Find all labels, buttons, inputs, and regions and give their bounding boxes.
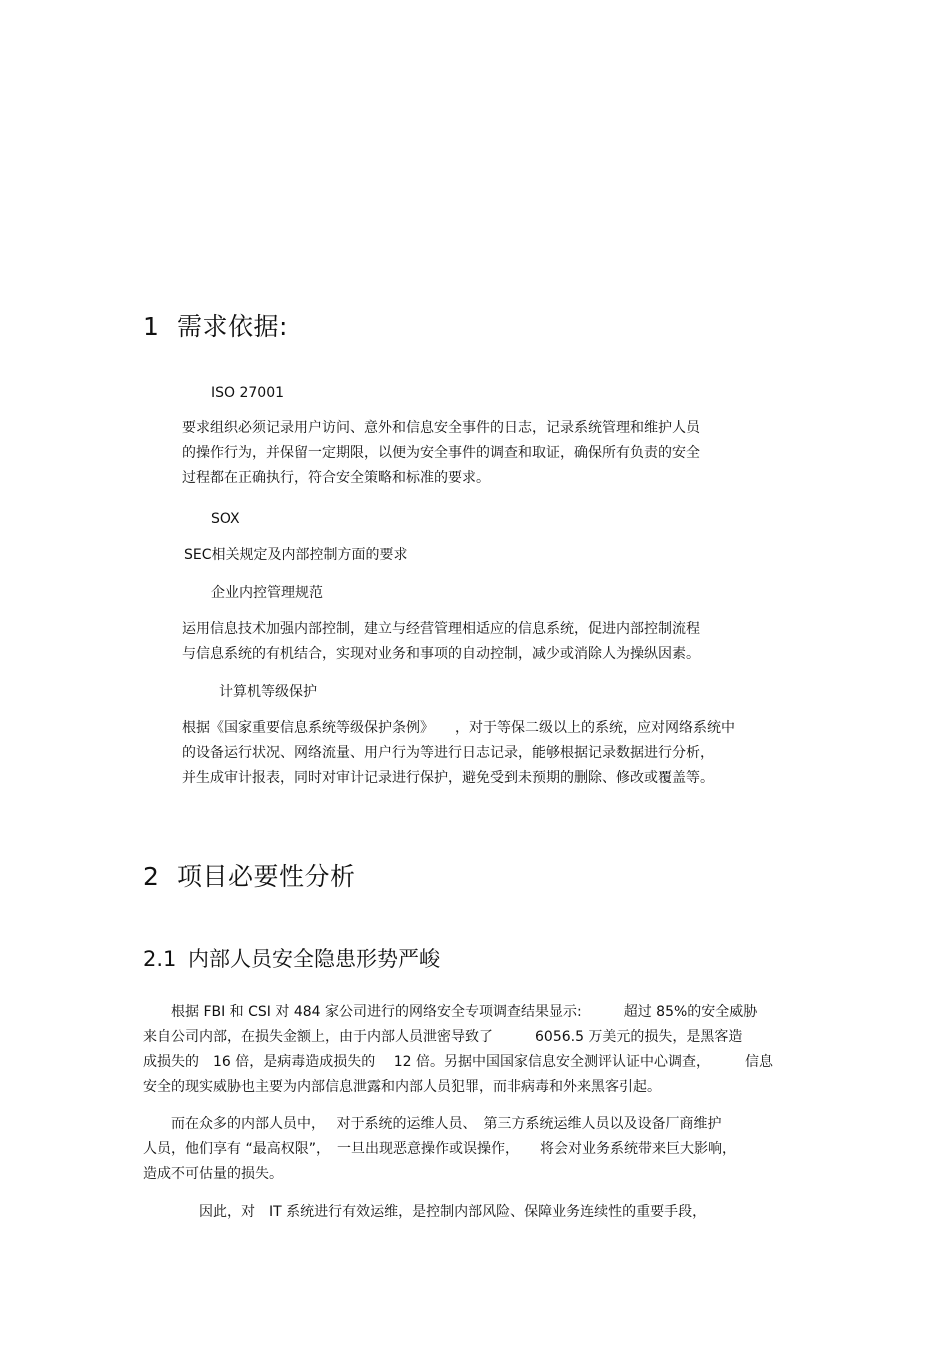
paragraph-line: SEC相关规定及内部控制方面的要求 (184, 547, 408, 563)
section-2-number: 2 (143, 862, 160, 891)
threat-statistics-paragraph (143, 1000, 773, 1100)
section-2-1-heading (143, 946, 440, 972)
paragraph-line: 而在众多的内部人员中， 对于系统的运维人员、 第三方系统运维人员以及设备厂商维护 (143, 1116, 722, 1132)
section-2-1-title: 内部人员安全隐患形势严峻 (188, 947, 440, 971)
paragraph-line: 造成不可估量的损失。 (143, 1166, 283, 1182)
paragraph-line: 过程都在正确执行，符合安全策略和标准的要求。 (182, 470, 490, 486)
section-2-title: 项目必要性分析 (177, 862, 356, 891)
paragraph-line: 并生成审计报表，同时对审计记录进行保护，避免受到未预期的删除、修改或覆盖等。 (182, 770, 714, 786)
privileged-staff-paragraph (143, 1112, 736, 1187)
iso-27001-label: ISO 27001 (211, 385, 285, 401)
section-1-title: 需求依据: (177, 312, 288, 341)
paragraph-line: 根据 FBI 和 CSI 对 484 家公司进行的网络安全专项调查结果显示: 超过 85%的安全威胁 (143, 1004, 758, 1020)
iso-27001-paragraph (182, 416, 700, 491)
sox-label: SOX (211, 511, 240, 527)
paragraph-line: 与信息系统的有机结合，实现对业务和事项的自动控制，减少或消除人为操纵因素。 (182, 646, 700, 662)
paragraph-line: 因此，对 IT 系统进行有效运维，是控制内部风险、保障业务连续性的重要手段， (143, 1204, 707, 1220)
paragraph-line: 来自公司内部，在损失金额上，由于内部人员泄密导致了 6056.5 万美元的损失，是黑客造 (143, 1029, 743, 1045)
sox-paragraph (184, 543, 408, 568)
section-1-number: 1 (143, 312, 160, 341)
section-1-heading (143, 312, 288, 342)
enterprise-control-paragraph (182, 617, 700, 667)
paragraph-line: 根据《国家重要信息系统等级保护条例》 ，对于等保二级以上的系统，应对网络系统中 (182, 720, 735, 736)
paragraph-line: 安全的现实威胁也主要为内部信息泄露和内部人员犯罪，而非病毒和外来黑客引起。 (143, 1079, 661, 1095)
enterprise-control-label: 企业内控管理规范 (211, 585, 323, 601)
paragraph-line: 的设备运行状况、网络流量、用户行为等进行日志记录，能够根据记录数据进行分析， (182, 745, 714, 761)
grade-protection-label: 计算机等级保护 (219, 684, 317, 700)
section-2-heading (143, 862, 356, 892)
paragraph-line: 成损失的 16 倍，是病毒造成损失的 12 倍。另据中国国家信息安全测评认证中心调查， 信息 (143, 1054, 773, 1070)
paragraph-line: 要求组织必须记录用户访问、意外和信息安全事件的日志，记录系统管理和维护人员 (182, 420, 700, 436)
paragraph-line: 运用信息技术加强内部控制，建立与经营管理相适应的信息系统，促进内部控制流程 (182, 621, 700, 637)
conclusion-paragraph (143, 1200, 706, 1225)
section-2-1-number: 2.1 (143, 947, 177, 971)
paragraph-line: 的操作行为，并保留一定期限，以便为安全事件的调查和取证，确保所有负责的安全 (182, 445, 700, 461)
paragraph-line: 人员，他们享有 “最高权限”， 一旦出现恶意操作或误操作， 将会对业务系统带来巨大影响， (143, 1141, 736, 1157)
grade-protection-paragraph (182, 716, 735, 791)
